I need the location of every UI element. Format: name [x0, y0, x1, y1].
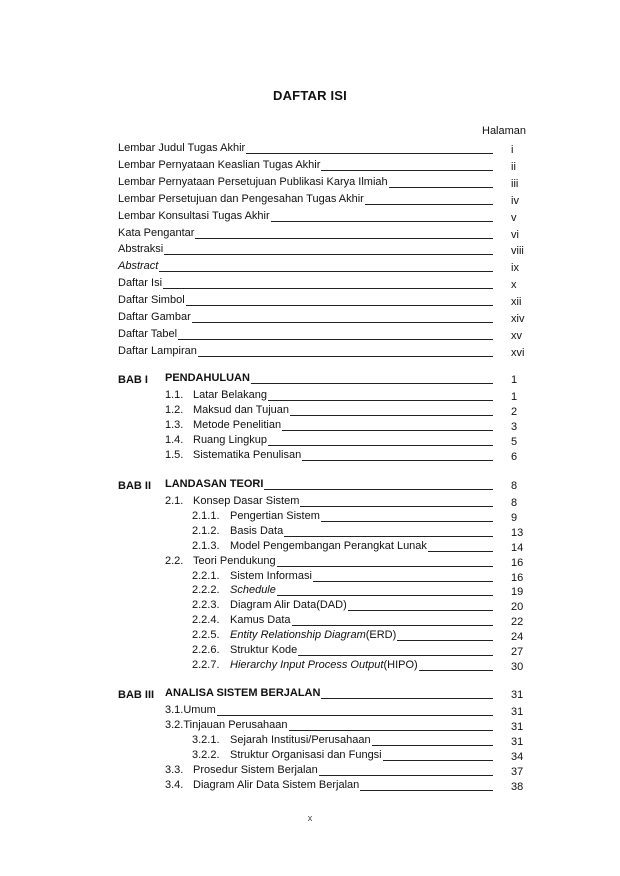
section-title: Tinjauan Perusahaan: [183, 718, 288, 731]
chapter-heading-title: ANALISA SISTEM BERJALAN: [165, 687, 321, 699]
subsection-page-number: 27: [511, 646, 524, 658]
dot-leader: [178, 339, 493, 340]
section-number: 2.2.: [165, 554, 184, 567]
dot-leader: [289, 730, 493, 731]
section-page-number: 6: [511, 450, 518, 463]
subsection-page-number: 9: [511, 511, 518, 524]
section-number: 1.2.: [165, 403, 184, 416]
section-title: Teori Pendukung: [193, 554, 276, 567]
subsection-page-number: 24: [511, 631, 524, 644]
front-matter-row: [0, 176, 620, 192]
subsection-number: 3.2.2.: [192, 748, 220, 761]
front-matter-page-number: xvi: [511, 346, 525, 359]
section-row: [0, 404, 620, 420]
section-title: Ruang Lingkup: [193, 433, 268, 446]
dot-leader: [313, 581, 493, 582]
subsection-title: Sistem Informasi: [230, 569, 312, 582]
subsection-page-number: 22: [511, 616, 524, 629]
subsection-title: Struktur Organisasi dan Fungsi: [230, 748, 382, 761]
section-row: [0, 779, 620, 795]
subsection-row: [0, 570, 620, 586]
subsection-page-number: 16: [511, 571, 524, 584]
subsection-page-number: 30: [511, 660, 524, 673]
dot-leader: [321, 521, 493, 522]
section-page-number: 16: [511, 556, 524, 569]
section-title: Latar Belakang: [193, 389, 267, 401]
front-matter-page-number: iv: [511, 194, 519, 207]
section-number: 3.4.: [165, 778, 184, 791]
front-matter-title: Daftar Lampiran: [118, 344, 197, 357]
section-page-number: 2: [511, 405, 518, 418]
chapter-heading-row: [0, 478, 620, 494]
subsection-title: Entity Relationship Diagram: [230, 629, 366, 642]
subsection-suffix: (HIPO): [383, 658, 418, 671]
dot-leader: [383, 760, 493, 761]
front-matter-title: Lembar Judul Tugas Akhir: [118, 142, 246, 154]
chapter-label: BAB III: [118, 689, 155, 701]
subsection-number: 3.2.1.: [192, 733, 220, 746]
section-title: Sistematika Penulisan: [193, 448, 302, 461]
dot-leader: [164, 254, 493, 255]
dot-leader: [319, 775, 493, 776]
front-matter-title: Daftar Gambar: [118, 311, 191, 323]
dot-leader: [264, 489, 493, 490]
front-matter-title: Daftar Isi: [118, 277, 163, 290]
subsection-page-number: 19: [511, 586, 524, 599]
chapter-label: BAB II: [118, 480, 151, 492]
subsection-number: 2.1.2.: [192, 524, 220, 537]
front-matter-title: Abstraksi: [118, 243, 164, 256]
subsection-row: [0, 629, 620, 645]
front-matter-row: [0, 159, 620, 175]
section-page-number: 5: [511, 435, 518, 448]
halaman-header: Halaman: [482, 125, 527, 137]
subsection-row: [0, 540, 620, 556]
section-page-number: 3: [511, 420, 518, 433]
subsection-title: Kamus Data: [230, 614, 291, 627]
section-number: 3.1.: [165, 704, 184, 716]
section-page-number: 8: [511, 497, 518, 509]
dot-leader: [419, 670, 493, 671]
front-matter-title: Kata Pengantar: [118, 226, 195, 239]
dot-leader: [195, 238, 493, 239]
subsection-title: Model Pengembangan Perangkat Lunak: [230, 539, 427, 552]
section-number: 3.2.: [165, 718, 184, 731]
subsection-number: 2.1.3.: [192, 539, 220, 552]
subsection-row: [0, 659, 620, 675]
dot-leader: [271, 221, 493, 222]
dot-leader: [268, 400, 493, 401]
front-matter-row: [0, 210, 620, 226]
dot-leader: [284, 536, 493, 537]
subsection-title: Hierarchy Input Process Output: [230, 658, 384, 671]
front-matter-row: [0, 277, 620, 293]
chapter-heading-title: LANDASAN TEORI: [165, 478, 264, 490]
front-matter-page-number: ix: [511, 262, 519, 275]
dot-leader: [300, 506, 493, 507]
subsection-number: 2.2.3.: [192, 599, 220, 612]
section-row: [0, 434, 620, 450]
dot-leader: [360, 790, 493, 791]
dot-leader: [372, 745, 493, 746]
subsection-page-number: 13: [511, 526, 524, 539]
section-number: 1.5.: [165, 448, 184, 461]
section-row: [0, 449, 620, 465]
subsection-page-number: 14: [511, 541, 524, 554]
section-number: 1.3.: [165, 418, 184, 431]
front-matter-row: [0, 193, 620, 209]
front-matter-row: [0, 260, 620, 276]
front-matter-title: Daftar Simbol: [118, 294, 185, 307]
subsection-title: Sejarah Institusi/Perusahaan: [230, 733, 371, 746]
dot-leader: [277, 566, 493, 567]
front-matter-title: Daftar Tabel: [118, 327, 178, 340]
subsection-number: 2.2.7.: [192, 658, 220, 671]
chapter-heading-page-number: 31: [511, 689, 524, 701]
front-matter-title: Abstract: [118, 260, 159, 273]
dot-leader: [277, 595, 493, 596]
section-page-number: 37: [511, 765, 524, 778]
dot-leader: [365, 204, 493, 205]
subsection-number: 2.2.1.: [192, 569, 220, 582]
front-matter-row: [0, 142, 620, 158]
front-matter-page-number: xv: [511, 329, 522, 342]
chapter-heading-page-number: 8: [511, 480, 518, 492]
section-number: 1.4.: [165, 433, 184, 446]
subsection-page-number: 31: [511, 735, 524, 748]
section-title: Umum: [183, 704, 216, 716]
front-matter-page-number: xii: [511, 296, 522, 309]
subsection-number: 2.2.6.: [192, 644, 220, 656]
section-page-number: 1: [511, 391, 518, 403]
subsection-title: Basis Data: [230, 524, 284, 537]
subsection-number: 2.2.2.: [192, 584, 220, 597]
front-matter-row: [0, 294, 620, 310]
chapter-label: BAB I: [118, 374, 148, 386]
dot-leader: [163, 288, 493, 289]
section-page-number: 31: [511, 706, 524, 718]
section-title: Konsep Dasar Sistem: [193, 495, 300, 507]
front-matter-page-number: iii: [511, 177, 519, 190]
dot-leader: [198, 356, 493, 357]
chapter-heading-title: PENDAHULUAN: [165, 372, 250, 384]
front-matter-page-number: v: [511, 211, 517, 224]
subsection-row: [0, 510, 620, 526]
front-matter-title: Lembar Pernyataan Keaslian Tugas Akhir: [118, 158, 321, 171]
front-matter-row: [0, 243, 620, 259]
dot-leader: [186, 305, 493, 306]
subsection-row: [0, 599, 620, 615]
front-matter-page-number: i: [511, 144, 514, 156]
section-page-number: 31: [511, 720, 524, 733]
front-matter-row: [0, 311, 620, 327]
dot-leader: [268, 445, 493, 446]
subsection-number: 2.1.1.: [192, 509, 220, 522]
front-matter-page-number: vi: [511, 228, 519, 241]
subsection-title: Diagram Alir Data(DAD): [230, 599, 347, 612]
dot-leader: [397, 640, 493, 641]
dot-leader: [251, 383, 493, 384]
subsection-number: 2.2.4.: [192, 614, 220, 627]
dot-leader: [159, 271, 493, 272]
section-title: Maksud dan Tujuan: [193, 403, 290, 416]
dot-leader: [246, 153, 493, 154]
front-matter-page-number: x: [511, 279, 517, 292]
front-matter-page-number: viii: [511, 245, 524, 258]
dot-leader: [321, 170, 493, 171]
front-matter-row: [0, 227, 620, 243]
section-row: [0, 704, 620, 720]
front-matter-page-number: xiv: [511, 313, 525, 325]
section-page-number: 38: [511, 780, 524, 793]
section-number: 2.1.: [165, 495, 184, 507]
section-row: [0, 389, 620, 405]
dot-leader: [217, 715, 493, 716]
section-number: 3.3.: [165, 763, 184, 776]
section-title: Prosedur Sistem Berjalan: [193, 763, 318, 776]
subsection-title: Struktur Kode: [230, 644, 298, 656]
subsection-suffix: (ERD): [365, 629, 397, 642]
section-row: [0, 419, 620, 435]
front-matter-title: Lembar Konsultasi Tugas Akhir: [118, 209, 270, 222]
chapter-heading-row: [0, 687, 620, 703]
section-number: 1.1.: [165, 389, 184, 401]
section-title: Diagram Alir Data Sistem Berjalan: [193, 778, 360, 791]
subsection-number: 2.2.5.: [192, 629, 220, 642]
section-title: Metode Penelitian: [193, 418, 282, 431]
dot-leader: [292, 625, 493, 626]
dot-leader: [321, 698, 493, 699]
subsection-title: Pengertian Sistem: [230, 509, 320, 522]
chapter-heading-row: [0, 372, 620, 388]
chapter-heading-page-number: 1: [511, 374, 518, 386]
footer-page-number: x: [307, 813, 313, 823]
page-title: DAFTAR ISI: [273, 88, 347, 103]
dot-leader: [348, 610, 493, 611]
subsection-page-number: 34: [511, 750, 524, 763]
dot-leader: [298, 655, 493, 656]
subsection-title: Schedule: [230, 584, 276, 597]
dot-leader: [290, 415, 493, 416]
front-matter-row: [0, 345, 620, 361]
subsection-page-number: 20: [511, 601, 524, 614]
front-matter-page-number: ii: [511, 160, 516, 173]
dot-leader: [389, 187, 493, 188]
dot-leader: [302, 460, 493, 461]
dot-leader: [428, 551, 493, 552]
front-matter-title: Lembar Pernyataan Persetujuan Publikasi Karya Ilmiah: [118, 175, 388, 188]
front-matter-row: [0, 328, 620, 344]
dot-leader: [282, 430, 493, 431]
dot-leader: [192, 322, 493, 323]
front-matter-title: Lembar Persetujuan dan Pengesahan Tugas Akhir: [118, 192, 364, 205]
